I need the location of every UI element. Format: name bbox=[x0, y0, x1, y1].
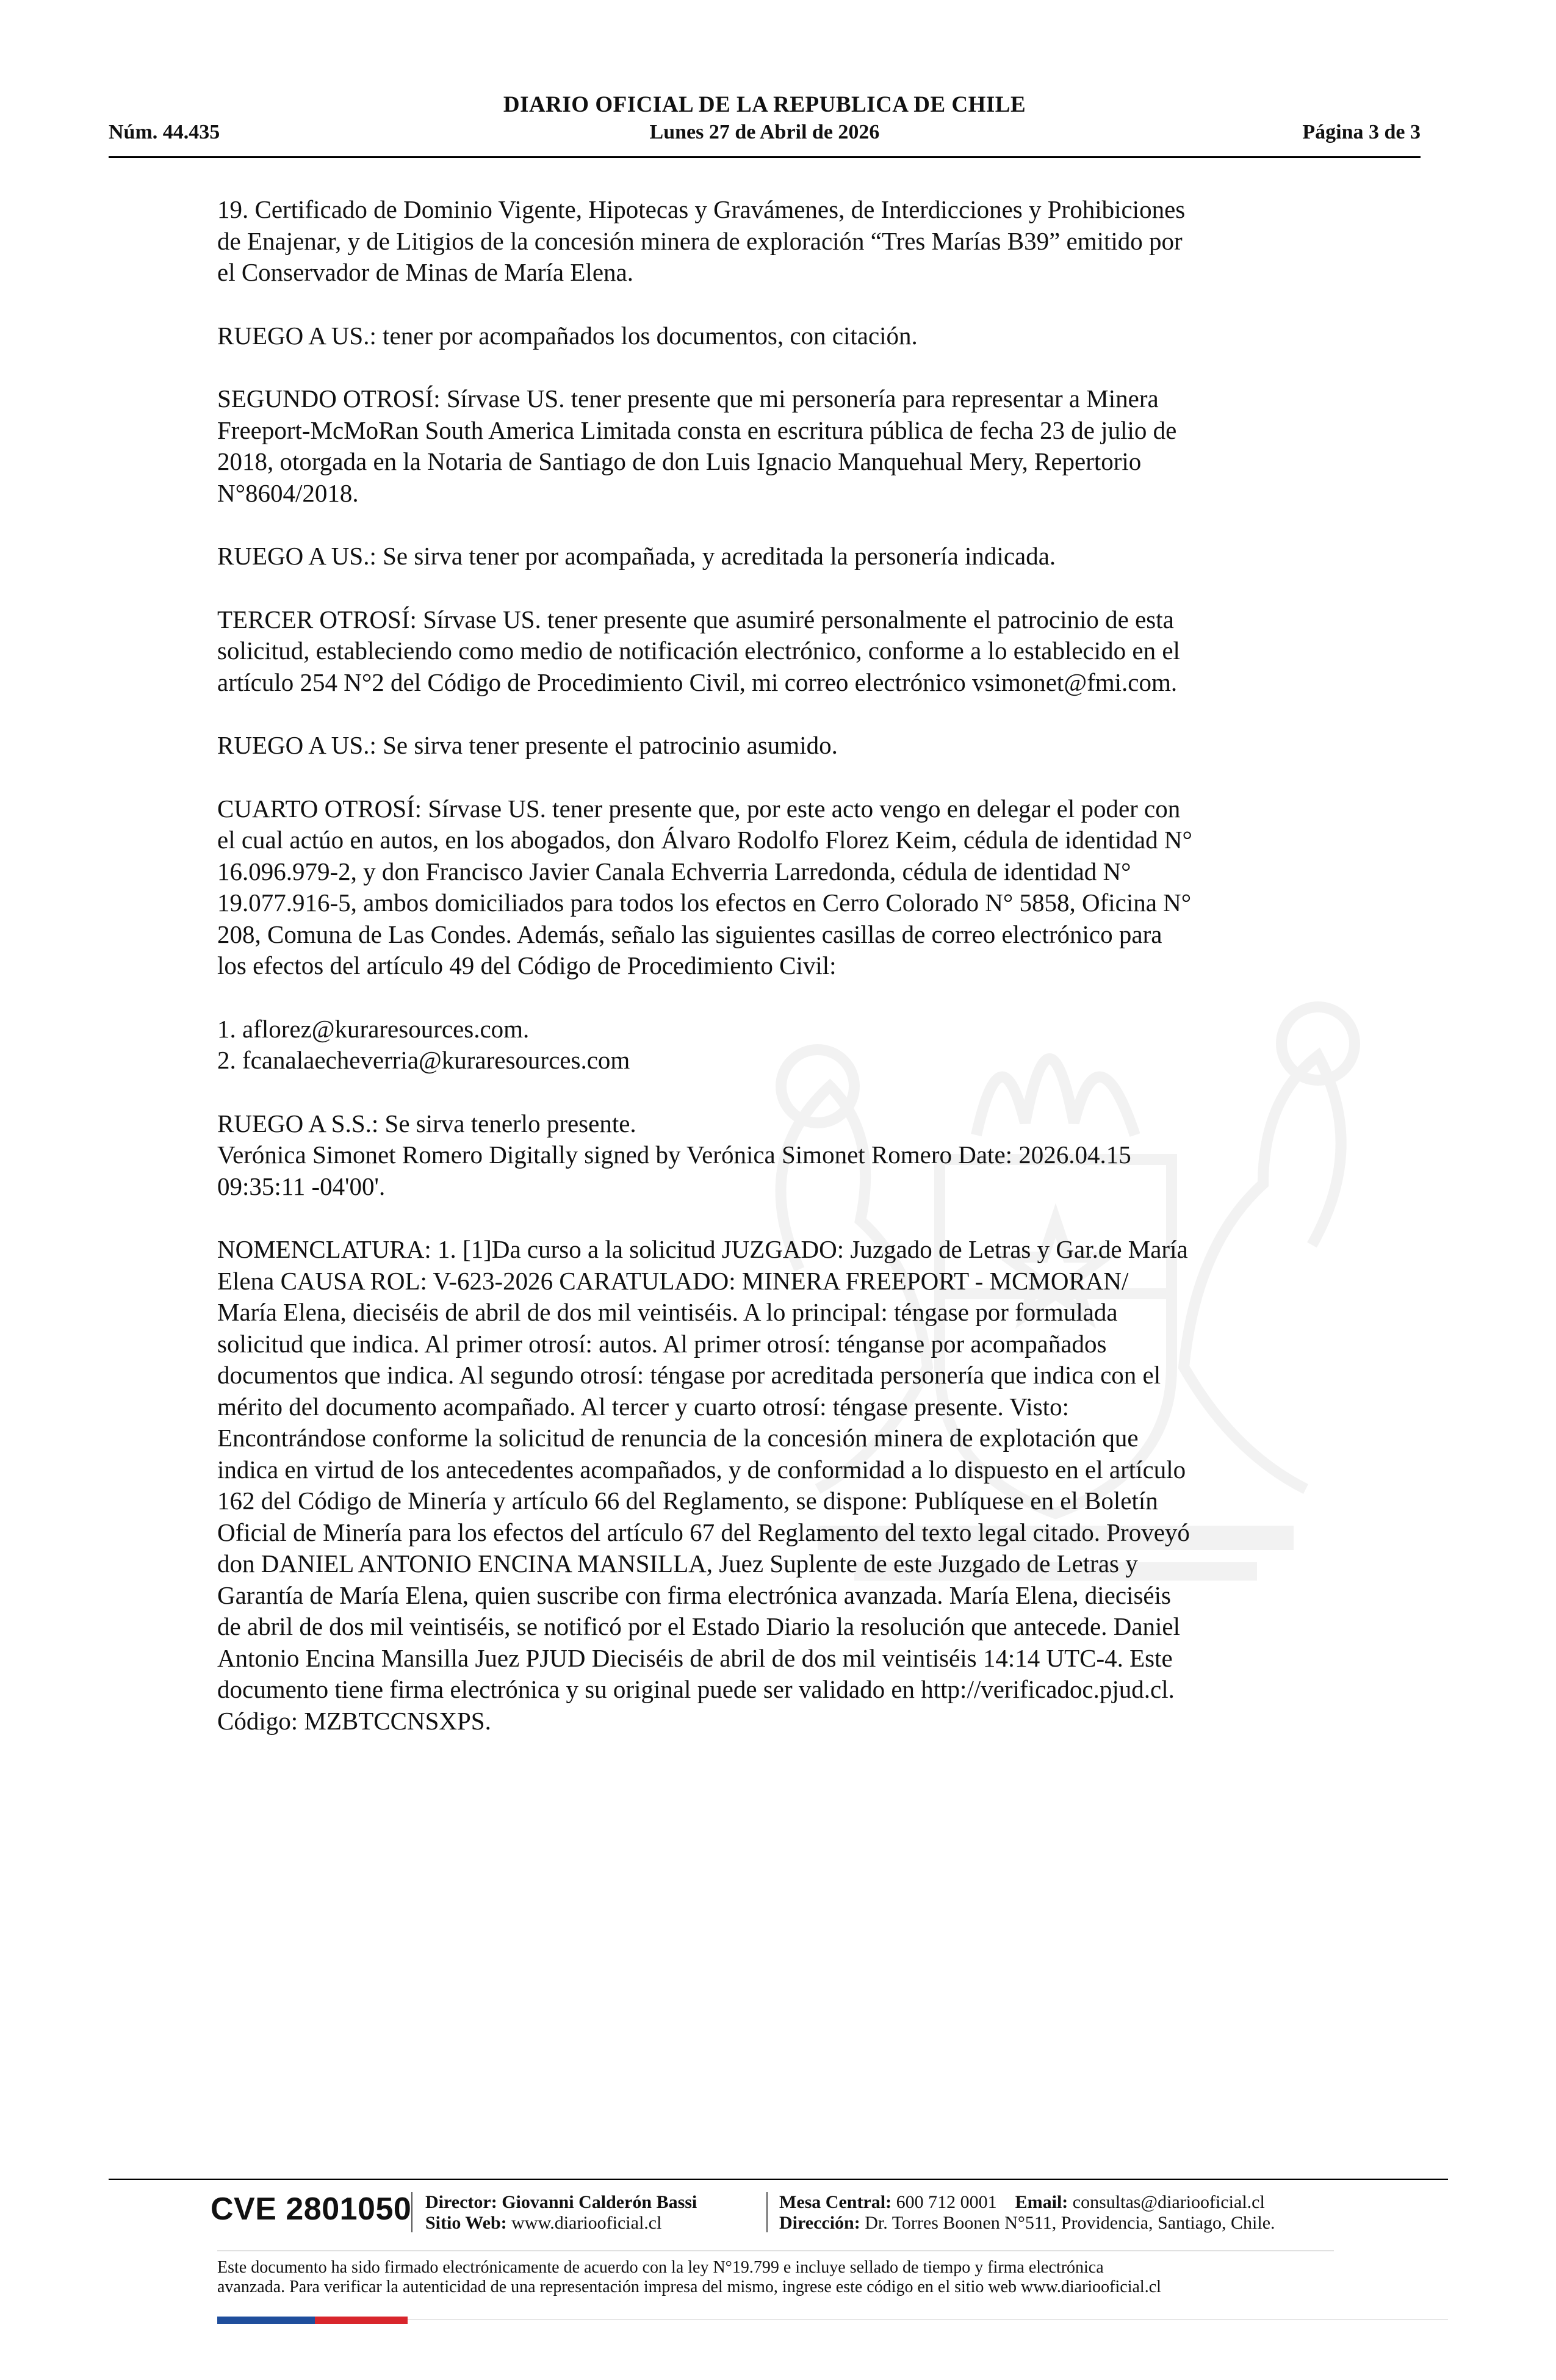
issue-number: Núm. 44.435 bbox=[109, 121, 220, 143]
text-line: el cual actúo en autos, en los abogados, don Álvaro Rodolfo Florez Keim, cédula de identidad N° bbox=[217, 826, 1192, 854]
paragraph-ruego-3 bbox=[217, 730, 1334, 762]
page-indicator: Página 3 de 3 bbox=[1302, 121, 1421, 143]
website-link[interactable]: www.diariooficial.cl bbox=[511, 2213, 662, 2233]
footer-separator bbox=[411, 2192, 412, 2232]
paragraph-tercer-otrosi bbox=[217, 604, 1334, 699]
issue-date: Lunes 27 de Abril de 2026 bbox=[649, 121, 880, 143]
text-line: 16.096.979-2, y don Francisco Javier Canala Echverria Larredonda, cédula de identidad N° bbox=[217, 857, 1131, 885]
list-item: 2. fcanalaecheverria@kuraresources.com bbox=[217, 1046, 630, 1074]
text-line: 19.077.916-5, ambos domiciliados para todos los efectos en Cerro Colorado N° 5858, Oficina N° bbox=[217, 889, 1192, 917]
text-line: RUEGO A US.: Se sirva tener presente el patrocinio asumido. bbox=[217, 731, 838, 759]
address-label: Dirección: bbox=[779, 2213, 860, 2233]
footer-director-block bbox=[425, 2192, 697, 2234]
text-line: mérito del documento acompañado. Al tercer y cuarto otrosí: téngase presente. Visto: bbox=[217, 1392, 1070, 1421]
footer-divider bbox=[109, 2179, 1448, 2180]
paragraph-ruego-2 bbox=[217, 541, 1334, 572]
text-line: Garantía de María Elena, quien suscribe con firma electrónica avanzada. María Elena, dieciséis bbox=[217, 1581, 1171, 1609]
text-line: TERCER OTROSÍ: Sírvase US. tener presente que asumiré personalmente el patrocinio de esta bbox=[217, 605, 1174, 633]
text-line: RUEGO A US.: tener por acompañados los documentos, con citación. bbox=[217, 321, 918, 350]
text-line: Verónica Simonet Romero Digitally signed by Verónica Simonet Romero Date: 2026.04.15 bbox=[217, 1141, 1131, 1169]
text-line: indica en virtud de los antecedentes acompañados, y de conformidad a lo dispuesto en el artículo bbox=[217, 1455, 1186, 1484]
text-line: Antonio Encina Mansilla Juez PJUD Dieciséis de abril de dos mil veintiséis 14:14 UTC-4. Este bbox=[217, 1643, 1173, 1672]
authenticity-notice bbox=[217, 2258, 1334, 2297]
text-line: CUARTO OTROSÍ: Sírvase US. tener presente que, por este acto vengo en delegar el poder con bbox=[217, 794, 1181, 823]
paragraph-segundo-otrosi bbox=[217, 383, 1334, 509]
text-line: documento tiene firma electrónica y su original puede ser validado en http://verificadoc.pjud.cl. bbox=[217, 1675, 1175, 1703]
text-line: solicitud que indica. Al primer otrosí: autos. Al primer otrosí: ténganse por acompañados bbox=[217, 1329, 1107, 1358]
flag-stripe-blue bbox=[217, 2317, 315, 2324]
notice-line: Este documento ha sido firmado electrónicamente de acuerdo con la ley N°19.799 e incluye sellado de tiempo y firma electrónica bbox=[217, 2258, 1104, 2277]
text-line: de abril de dos mil veintiséis, se notificó por el Estado Diario la resolución que antecede. Daniel bbox=[217, 1612, 1181, 1640]
publication-title: DIARIO OFICIAL DE LA REPUBLICA DE CHILE bbox=[503, 92, 1026, 117]
cve-code: CVE 2801050 bbox=[211, 2191, 412, 2227]
mesa-central-phone: 600 712 0001 bbox=[896, 2192, 997, 2212]
text-line: Freeport-McMoRan South America Limitada consta en escritura pública de fecha 23 de julio de bbox=[217, 416, 1177, 444]
text-line: 208, Comuna de Las Condes. Además, señalo las siguientes casillas de correo electrónico para bbox=[217, 920, 1162, 948]
text-line: RUEGO A US.: Se sirva tener por acompañada, y acreditada la personería indicada. bbox=[217, 542, 1056, 570]
text-line: 19. Certificado de Dominio Vigente, Hipotecas y Gravámenes, de Interdicciones y Prohibiciones bbox=[217, 195, 1186, 223]
paragraph-ruego-1 bbox=[217, 320, 1334, 352]
text-line: 2018, otorgada en la Notaria de Santiago de don Luis Ignacio Manquehual Mery, Repertorio bbox=[217, 447, 1142, 475]
text-line: Elena CAUSA ROL: V-623-2026 CARATULADO: MINERA FREEPORT - MCMORAN/ bbox=[217, 1266, 1129, 1295]
mesa-central-label: Mesa Central: bbox=[779, 2192, 892, 2212]
director-label: Director: bbox=[425, 2192, 497, 2212]
text-line: solicitud, estableciendo como medio de notificación electrónico, conforme a lo establecido en el bbox=[217, 636, 1180, 665]
text-line: SEGUNDO OTROSÍ: Sírvase US. tener presente que mi personería para representar a Minera bbox=[217, 384, 1159, 413]
text-line: artículo 254 N°2 del Código de Procedimiento Civil, mi correo electrónico vsimonet@fmi.com. bbox=[217, 668, 1178, 696]
list-item: 1. aflorez@kuraresources.com. bbox=[217, 1014, 530, 1043]
paragraph-nomenclatura bbox=[217, 1234, 1334, 1737]
text-line: el Conservador de Minas de María Elena. bbox=[217, 258, 633, 286]
text-line: documentos que indica. Al segundo otrosí: téngase por acreditada personería que indica con el bbox=[217, 1361, 1161, 1389]
text-line: N°8604/2018. bbox=[217, 478, 359, 507]
text-line: 09:35:11 -04'00'. bbox=[217, 1172, 386, 1200]
header-divider bbox=[109, 156, 1421, 158]
document-body bbox=[217, 194, 1334, 1769]
text-line: don DANIEL ANTONIO ENCINA MANSILLA, Juez Suplente de este Juzgado de Letras y bbox=[217, 1549, 1138, 1578]
text-line: Oficial de Minería para los efectos del artículo 67 del Reglamento del texto legal citado. Proveyó bbox=[217, 1518, 1190, 1546]
text-line: NOMENCLATURA: 1. [1]Da curso a la solicitud JUZGADO: Juzgado de Letras y Gar.de María bbox=[217, 1235, 1188, 1263]
text-line: 162 del Código de Minería y artículo 66 del Reglamento, se dispone: Publíquese en el Boletín bbox=[217, 1487, 1158, 1515]
footer-contact-block bbox=[779, 2192, 1275, 2234]
text-line: RUEGO A S.S.: Se sirva tenerlo presente. bbox=[217, 1109, 636, 1138]
text-line: los efectos del artículo 49 del Código de Procedimiento Civil: bbox=[217, 951, 837, 979]
email-label: Email: bbox=[1015, 2192, 1068, 2212]
director-name: Giovanni Calderón Bassi bbox=[502, 2192, 697, 2212]
paragraph-item-19 bbox=[217, 194, 1334, 289]
footer-separator bbox=[766, 2192, 768, 2232]
flag-stripe-red bbox=[315, 2317, 408, 2324]
website-label: Sitio Web: bbox=[425, 2213, 507, 2233]
email-link[interactable]: consultas@diariooficial.cl bbox=[1072, 2192, 1265, 2212]
address-value: Dr. Torres Boonen N°511, Providencia, Santiago, Chile. bbox=[865, 2213, 1275, 2233]
paragraph-signature bbox=[217, 1108, 1334, 1203]
text-line: Encontrándose conforme la solicitud de renuncia de la concesión minera de explotación que bbox=[217, 1424, 1139, 1452]
paragraph-cuarto-otrosi bbox=[217, 793, 1334, 982]
notice-line: avanzada. Para verificar la autenticidad de una representación impresa del mismo, ingrese este código en el sitio web www.diariooficial.cl bbox=[217, 2277, 1161, 2296]
text-line: María Elena, dieciséis de abril de dos mil veintiséis. A lo principal: téngase por formulada bbox=[217, 1298, 1118, 1326]
email-list bbox=[217, 1014, 1334, 1076]
text-line: de Enajenar, y de Litigios de la concesión minera de exploración “Tres Marías B39” emitido por bbox=[217, 226, 1183, 255]
page-header bbox=[109, 92, 1421, 159]
text-line: Código: MZBTCCNSXPS. bbox=[217, 1706, 491, 1735]
